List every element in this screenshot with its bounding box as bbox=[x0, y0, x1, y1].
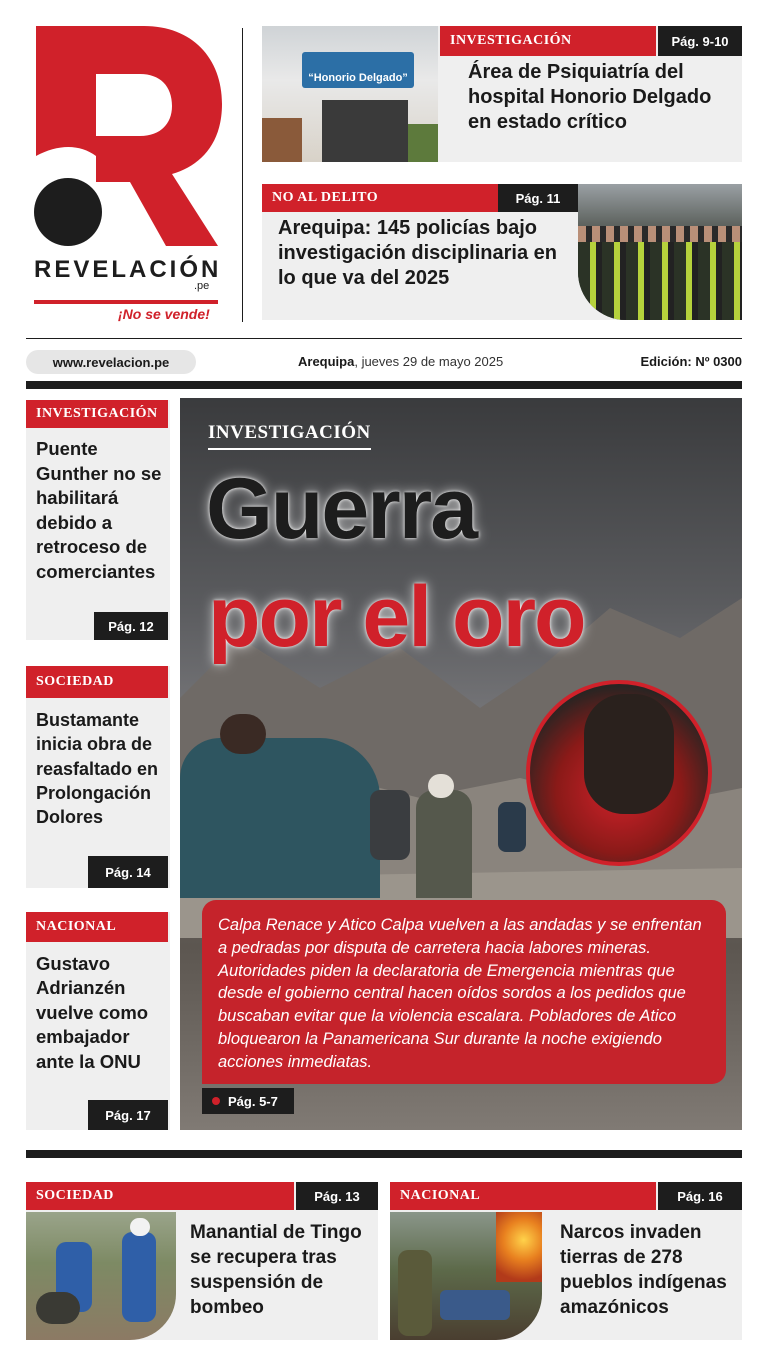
sidebar-1-section: INVESTIGACIÓN bbox=[26, 400, 168, 428]
bottom-2-headline[interactable]: Narcos invaden tierras de 278 pueblos indígenas amazónicos bbox=[560, 1222, 727, 1319]
brand-name: REVELACIÓN bbox=[34, 256, 222, 283]
infobar-bottom-rule bbox=[26, 381, 742, 389]
hero-figure-1-head bbox=[220, 714, 266, 754]
bottom-1-page: Pág. 13 bbox=[296, 1182, 378, 1210]
hero-summary: Calpa Renace y Atico Calpa vuelven a las andadas y se enfrentan a pedradas por disputa de carretera hacia labores mineras. Autoridades piden la declaratoria de Emergencia mientras que desde el gobierno central hacen oídos sordos a los pedidos que buscaban evitar que la violencia escalara. Pobladores de Atico bloquearon la Panamericana Sur durante la noche exigiendo acciones inmediatas. bbox=[202, 900, 726, 1084]
dateline bbox=[298, 354, 503, 369]
top-story-2-headline[interactable]: Arequipa: 145 policías bajo investigación disciplinaria en lo que va del 2025 bbox=[278, 217, 557, 289]
police-photo bbox=[578, 184, 742, 320]
brand-domain-suffix: .pe bbox=[194, 280, 210, 292]
edition-number: Edición: Nº 0300 bbox=[640, 354, 742, 369]
hero-figure-3-head bbox=[428, 774, 454, 798]
sidebar-1-page: Pág. 12 bbox=[94, 612, 168, 640]
narcos-photo bbox=[390, 1212, 542, 1340]
hero-figure-1 bbox=[180, 738, 380, 898]
bottom-1-headline[interactable]: Manantial de Tingo se recupera tras suspensión de bombeo bbox=[190, 1222, 362, 1319]
sidebar-1-headline[interactable]: Puente Gunther no se habilitará debido a retroceso de comerciantes bbox=[36, 438, 162, 582]
hero-page-label: Pág. 5-7 bbox=[228, 1093, 278, 1109]
manantial-photo bbox=[26, 1212, 176, 1340]
brand-logo-mark bbox=[32, 26, 222, 252]
bottom-section-rule bbox=[26, 1150, 742, 1158]
top-story-2-page: Pág. 11 bbox=[498, 184, 578, 212]
hero-figure-4 bbox=[498, 802, 526, 852]
hero-story[interactable] bbox=[180, 398, 742, 1130]
hospital-photo bbox=[262, 26, 438, 162]
sidebar-3-headline[interactable]: Gustavo Adrianzén vuelve como embajador ante la ONU bbox=[36, 953, 149, 1072]
sidebar-2-page: Pág. 14 bbox=[88, 856, 168, 888]
hero-kicker: INVESTIGACIÓN bbox=[208, 422, 371, 450]
sidebar-3-section: NACIONAL bbox=[26, 912, 168, 942]
header-vertical-divider bbox=[242, 28, 243, 322]
hero-page-ref bbox=[202, 1088, 294, 1114]
logo-divider bbox=[34, 300, 218, 304]
sidebar-2-section: SOCIEDAD bbox=[26, 666, 168, 698]
brand-slogan: ¡No se vende! bbox=[118, 306, 210, 322]
bullet-dot-icon bbox=[212, 1097, 220, 1105]
sidebar-2-headline[interactable]: Bustamante inicia obra de reasfaltado en Prolongación Dolores bbox=[36, 710, 159, 828]
hero-figure-3 bbox=[416, 790, 472, 898]
dateline-date: , jueves 29 de mayo 2025 bbox=[354, 354, 504, 369]
hero-inset-photo bbox=[526, 680, 712, 866]
bottom-1-section: SOCIEDAD bbox=[26, 1182, 294, 1210]
top-story-1-page: Pág. 9-10 bbox=[658, 26, 742, 56]
hospital-sign: “Honorio Delgado” bbox=[302, 52, 414, 88]
top-story-1-headline[interactable]: Área de Psiquiatría del hospital Honorio Delgado en estado crítico bbox=[468, 61, 712, 133]
sidebar-3-page: Pág. 17 bbox=[88, 1100, 168, 1130]
top-story-2-section: NO AL DELITO bbox=[262, 184, 498, 212]
hero-figure-2 bbox=[370, 790, 410, 860]
dateline-city: Arequipa bbox=[298, 354, 355, 369]
hero-title-line-2[interactable]: por el oro bbox=[208, 569, 585, 665]
bottom-2-page: Pág. 16 bbox=[658, 1182, 742, 1210]
hero-title-line-1[interactable]: Guerra bbox=[206, 461, 477, 557]
infobar-top-rule bbox=[26, 338, 742, 339]
bottom-2-section: NACIONAL bbox=[390, 1182, 656, 1210]
top-story-1-section: INVESTIGACIÓN bbox=[440, 26, 656, 56]
site-url[interactable]: www.revelacion.pe bbox=[26, 350, 196, 374]
